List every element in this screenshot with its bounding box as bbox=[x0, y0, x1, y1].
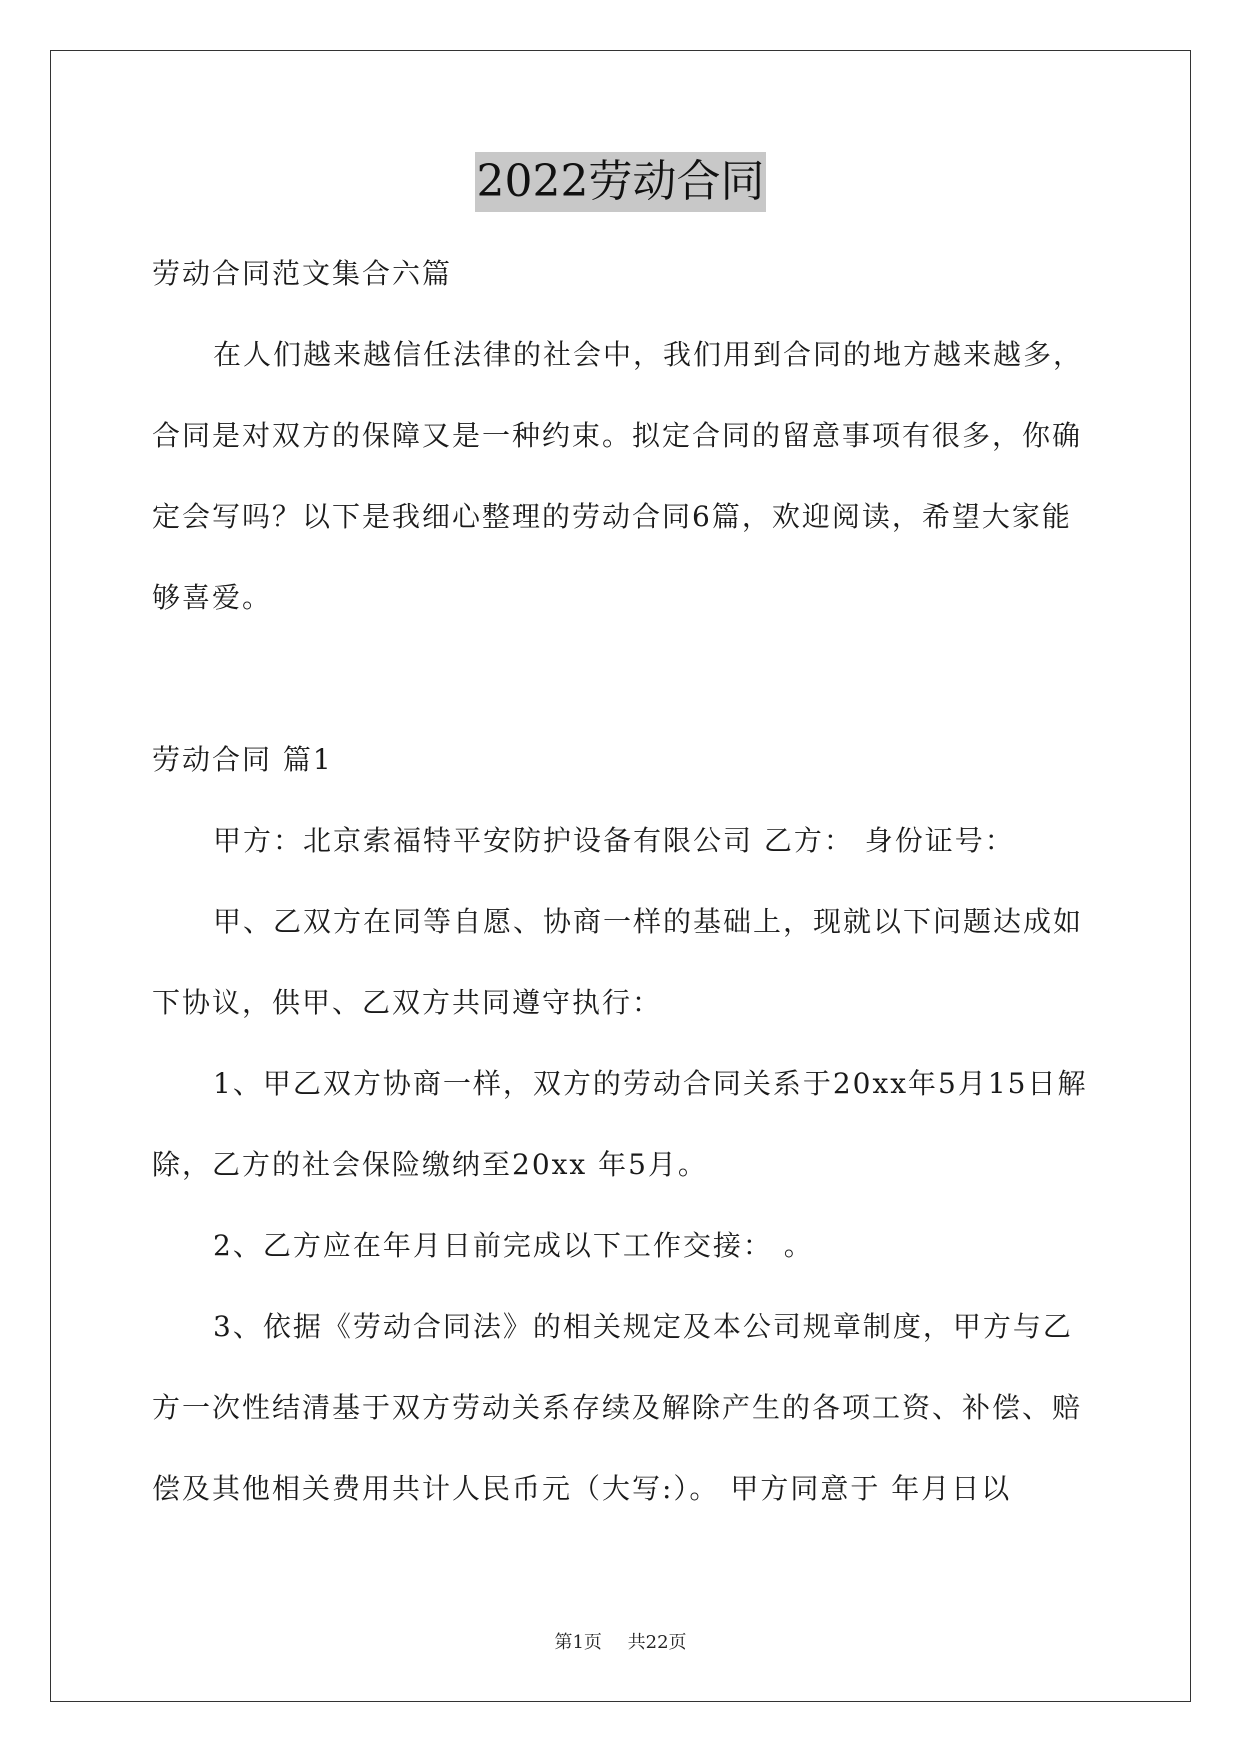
body-paragraph: 甲方：北京索福特平安防护设备有限公司 乙方： 身份证号： bbox=[213, 824, 1015, 857]
body-paragraph: 3、依据《劳动合同法》的相关规定及本公司规章制度，甲方与乙方一次性结清基于双方劳动关系存续及解除产生的各项工资、补偿、赔偿及其他相关费用共计人民币元（大写:）。 甲方同意于 年月日以 bbox=[152, 1310, 1083, 1505]
body-paragraph: 1、甲乙双方协商一样，双方的劳动合同关系于20xx年5月15日解除，乙方的社会保险缴纳至20xx 年5月。 bbox=[152, 1067, 1088, 1181]
section-heading: 劳动合同 篇1 bbox=[152, 743, 333, 776]
section-spacer bbox=[152, 638, 1092, 719]
title-container bbox=[0, 152, 1241, 212]
page-total: 共22页 bbox=[627, 1632, 687, 1653]
body-paragraph: 甲、乙双方在同等自愿、协商一样的基础上，现就以下问题达成如下协议，供甲、乙双方共同遵守执行： bbox=[152, 905, 1084, 1019]
page-number: 第1页 bbox=[554, 1632, 602, 1653]
intro-paragraph: 在人们越来越信任法律的社会中，我们用到合同的地方越来越多，合同是对双方的保障又是一种约束。拟定合同的留意事项有很多，你确定会写吗？以下是我细心整理的劳动合同6篇，欢迎阅读，希望大家能够喜爱。 bbox=[152, 338, 1084, 614]
document-body bbox=[152, 233, 1092, 1529]
document-title: 2022劳动合同 bbox=[475, 152, 767, 212]
document-subtitle: 劳动合同范文集合六篇 bbox=[152, 257, 453, 290]
body-paragraph: 2、乙方应在年月日前完成以下工作交接： 。 bbox=[213, 1229, 814, 1262]
page-footer bbox=[0, 1628, 1241, 1654]
